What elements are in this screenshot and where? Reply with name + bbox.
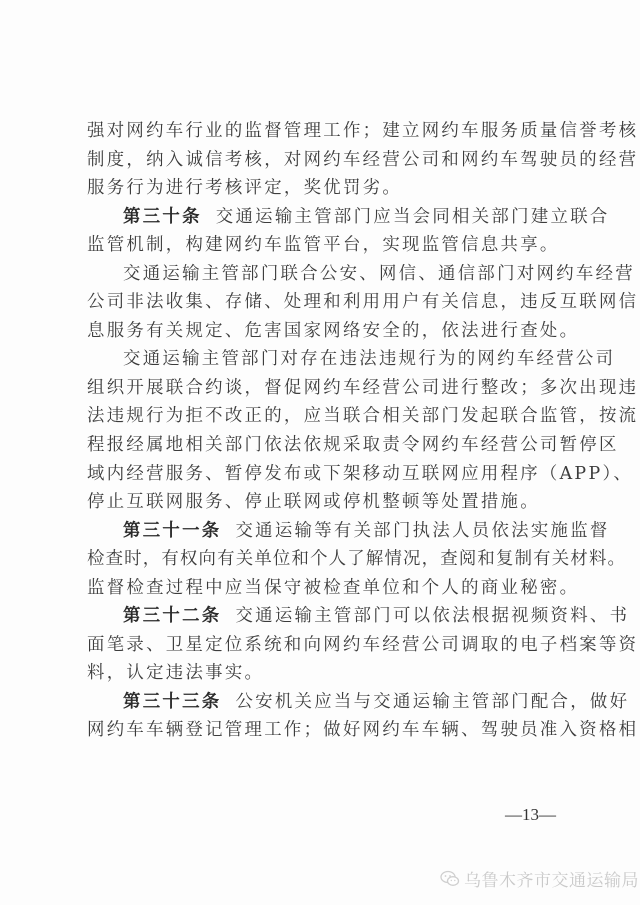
article-text: 交通运输主管部门应当会同相关部门建立联合 — [215, 206, 610, 227]
text-line-12: 程报经属地相关部门依法依规采取责令网约车经营公司暂停区 — [87, 435, 619, 456]
text-line-8: 息服务有关规定、危害国家网络安全的，依法进行查处。 — [87, 320, 580, 341]
article-31-line-1 — [87, 517, 610, 546]
text-line-20: 料，认定违法事实。 — [87, 663, 265, 684]
article-number: 第三十三条 — [123, 691, 222, 712]
article-number: 第三十一条 — [123, 520, 222, 541]
article-text: 交通运输主管部门可以依法根据视频资料、书 — [235, 606, 630, 627]
text-line-10: 组织开展联合约谈，督促网约车经营公司进行整改；多次出现违 — [87, 377, 639, 398]
text-line-2: 制度，纳入诚信考核，对网约车经营公司和网约车驾驶员的经营 — [87, 149, 639, 170]
text-line-17: 监督检查过程中应当保守被检查单位和个人的商业秘密。 — [87, 577, 580, 598]
text-line-16: 检查时，有权向有关单位和个人了解情况，查阅和复制有关材料。 — [87, 549, 627, 570]
text-line-13: 域内经营服务、暂停发布或下架移动互联网应用程序（APP）、 — [87, 463, 634, 484]
watermark-text: 乌鲁木齐市交通运输局 — [464, 871, 639, 891]
text-line-5: 监管机制，构建网约车监管平台，实现监管信息共享。 — [87, 235, 560, 256]
article-30-line-1 — [87, 203, 610, 232]
article-number: 第三十二条 — [123, 606, 222, 627]
text-line-3: 服务行为进行考核评定，奖优罚劣。 — [87, 178, 403, 199]
watermark — [440, 866, 639, 891]
article-number: 第三十条 — [123, 206, 202, 227]
article-text: 交通运输等有关部门执法人员依法实施监督 — [235, 520, 610, 541]
text-line-22: 网约车车辆登记管理工作；做好网约车车辆、驾驶员准入资格相 — [87, 720, 639, 741]
text-line-19: 面笔录、卫星定位系统和向网约车经营公司调取的电子档案等资 — [87, 634, 639, 655]
wechat-icon — [440, 870, 460, 888]
article-32-line-1 — [87, 602, 630, 631]
text-line-11: 法违规行为拒不改正的，应当联合相关部门发起联合监管，按流 — [87, 406, 639, 427]
text-line-6: 交通运输主管部门联合公安、网信、通信部门对网约车经营 — [123, 263, 635, 284]
page-number: —13— — [505, 805, 556, 824]
text-line-14: 停止互联网服务、停止联网或停机整顿等处置措施。 — [87, 492, 540, 513]
document-body — [87, 117, 639, 745]
text-line-1: 强对网约车行业的监督管理工作；建立网约车服务质量信誉考核 — [87, 121, 639, 141]
article-33-line-1 — [87, 688, 630, 717]
article-text: 公安机关应当与交通运输主管部门配合，做好 — [235, 691, 630, 712]
text-line-7: 公司非法收集、存储、处理和利用用户有关信息，违反互联网信 — [87, 292, 639, 313]
text-line-9: 交通运输主管部门对存在违法违规行为的网约车经营公司 — [123, 349, 616, 370]
